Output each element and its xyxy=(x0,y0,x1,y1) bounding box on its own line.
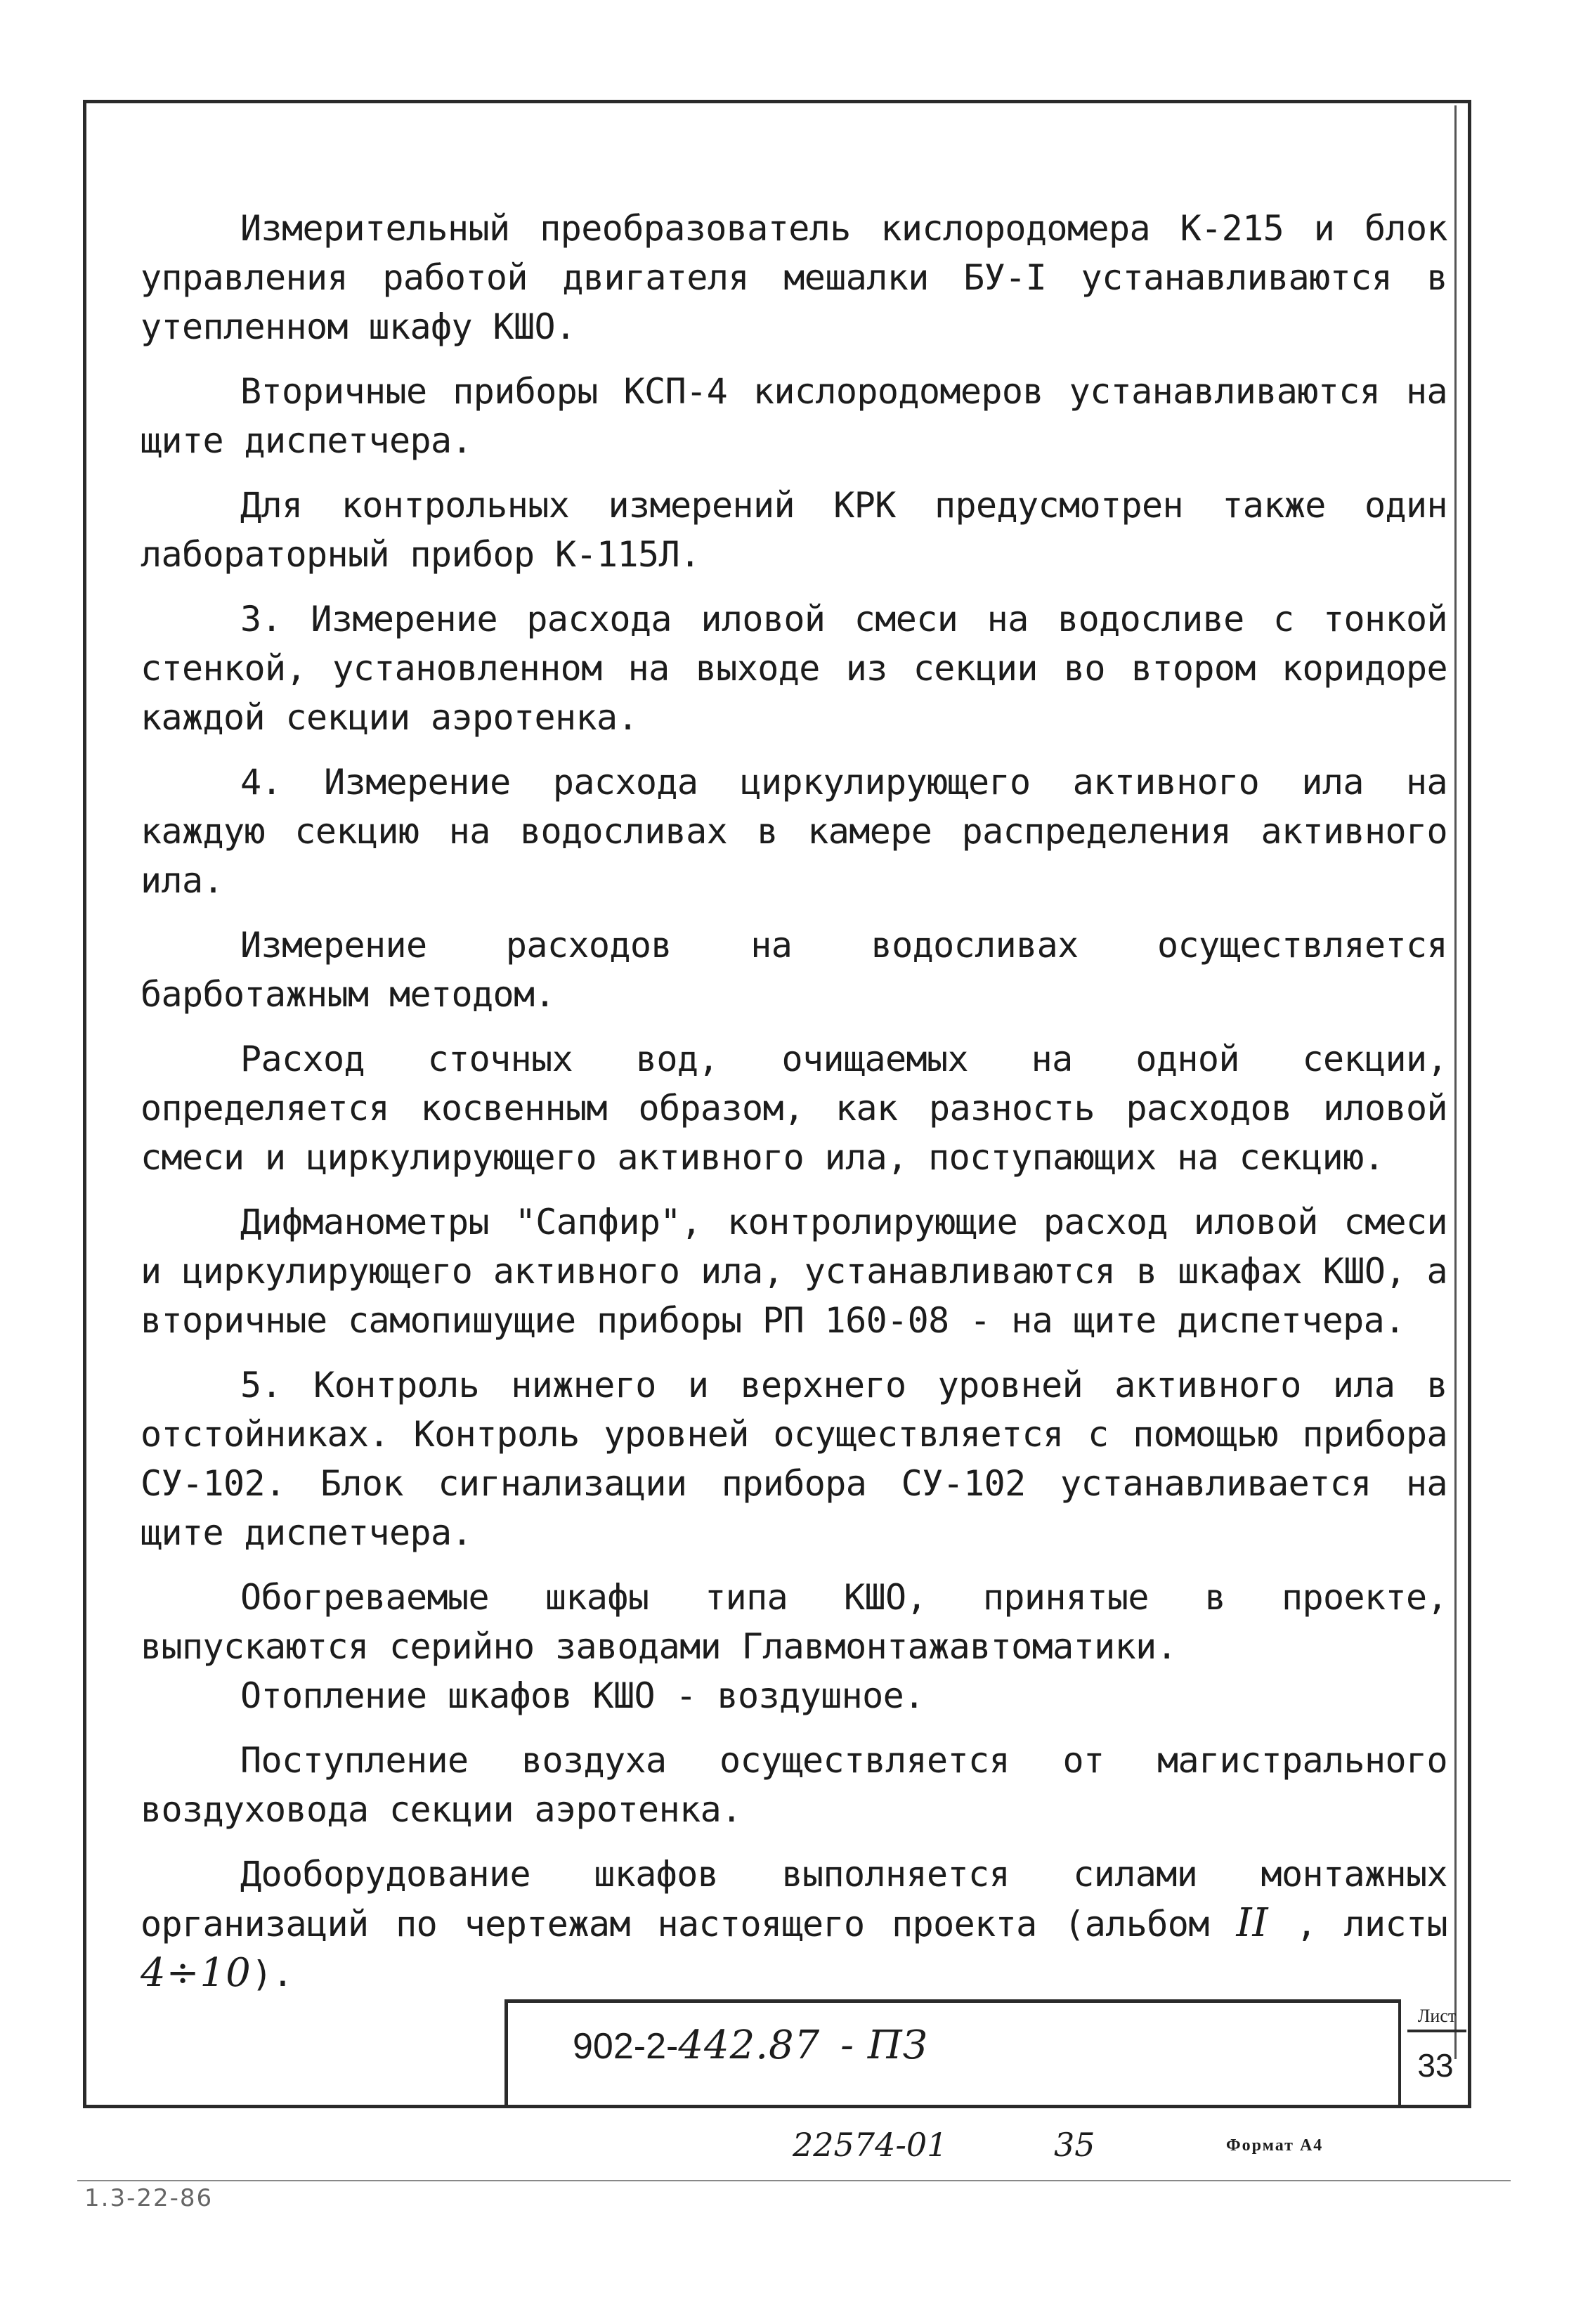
paragraph: Дифманометры "Сапфир", контролирующие расход иловой смеси и циркулирующего активного ила, устанавливаются в шкафах КШО, а вторичные самопишущие приборы РП 160-08 - на щите диспетчера. xyxy=(141,1202,1447,1341)
paragraph: Расход сточных вод, очищаемых на одной секции, определяется косвенным образом, как разность расходов иловой смеси и циркулирующего активного ила, поступающих на секцию. xyxy=(141,1039,1447,1178)
bottom-divider xyxy=(77,2180,1511,2181)
sheets-prefix: , листы xyxy=(1296,1904,1447,1945)
document-code xyxy=(573,2023,928,2068)
paragraph: 4. Измерение расхода циркулирующего активного ила на каждую секцию на водосливах в камере распределения активного ила. xyxy=(141,762,1447,901)
inventory-number: 22574-01 xyxy=(793,2126,948,2164)
paragraph: Для контрольных измерений КРК предусмотрен также один лабораторный прибор К-115Л. xyxy=(141,485,1447,575)
code-handwritten: 442.87 xyxy=(678,2023,821,2068)
paragraph: Поступление воздуха осуществляется от магистрального воздуховода секции аэротенка. xyxy=(141,1740,1447,1830)
paragraph-last xyxy=(141,1850,1447,1999)
sheet-label: Лист xyxy=(1407,2004,1466,2032)
paragraph: Вторичные приборы КСП-4 кислородомеров устанавливаются на щите диспетчера. xyxy=(141,371,1447,461)
paragraph: Измерительный преобразователь кислородомера К-215 и блок управления работой двигателя мешалки БУ-I устанавливаются в утепленном шкафу КШО. xyxy=(141,208,1447,347)
print-stamp: 1.3-22-86 xyxy=(84,2184,214,2212)
document-body xyxy=(141,204,1447,2014)
paragraph: Измерение расходов на водосливах осуществляется барботажным методом. xyxy=(141,925,1447,1015)
paragraph: Отопление шкафов КШО - воздушное. xyxy=(240,1675,925,1716)
code-suffix: - ПЗ xyxy=(840,2023,928,2068)
paragraph: 3. Измерение расхода иловой смеси на водосливе с тонкой стенкой, установленном на выходе из секции во втором коридоре каждой секции аэротенка. xyxy=(141,599,1447,738)
sheet-number: 33 xyxy=(1417,2047,1454,2084)
paragraph-end: ). xyxy=(251,1954,293,1994)
frame-inner-line xyxy=(1454,105,1457,2059)
sheets-range: 4÷10 xyxy=(141,1950,252,1996)
code-prefix: 902-2- xyxy=(573,2026,679,2067)
album-number: II xyxy=(1236,1900,1269,1946)
last-paragraph-text: Дооборудование шкафов выполняется силами монтажных организаций по чертежам настоящего проекта (альбом xyxy=(141,1854,1447,1945)
paragraph: Обогреваемые шкафы типа КШО, принятые в проекте, выпускаются серийно заводами Главмонтажавтоматики. xyxy=(141,1577,1447,1667)
format-label: Формат А4 xyxy=(1226,2136,1324,2155)
paragraph: 5. Контроль нижнего и верхнего уровней активного ила в отстойниках. Контроль уровней осуществляется с помощью прибора СУ-102. Блок сигнализации прибора СУ-102 устанавливается на щите диспетчера. xyxy=(141,1365,1447,1553)
inventory-page: 35 xyxy=(1054,2126,1095,2164)
